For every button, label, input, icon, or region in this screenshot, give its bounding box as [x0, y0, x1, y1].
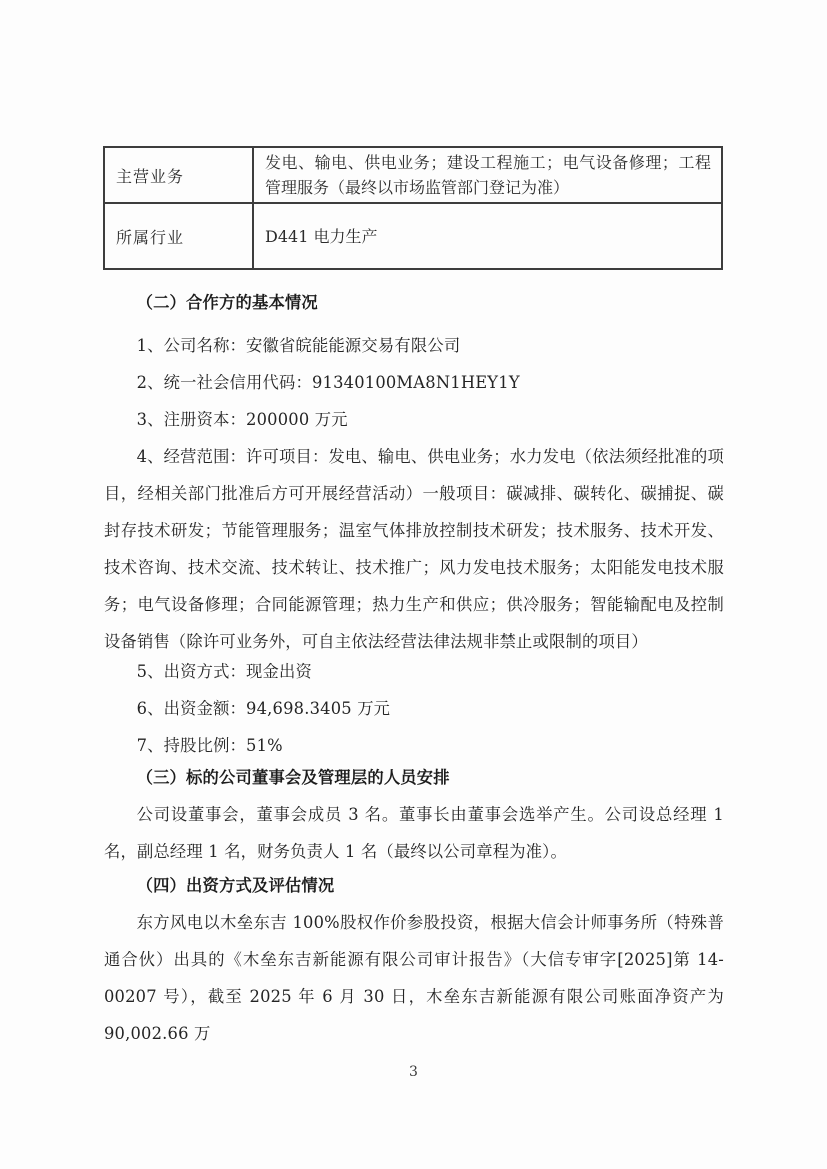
list-item-company-name: 1、公司名称：安徽省皖能能源交易有限公司 [136, 336, 461, 355]
list-item-credit-code: 2、统一社会信用代码：91340100MA8N1HEY1Y [136, 373, 520, 392]
paragraph-valuation: 东方风电以木垒东吉 100%股权作价参股投资，根据大信会计师事务所（特殊普通合伙）出具的《木垒东吉新能源有限公司审计报告》（大信专审字[2025]第 14-00207 号），截至 2025 年 6 月 30 日，木垒东吉新能源有限公司账面净资产为 90,002.66 万 [104, 913, 724, 1043]
table-value-main-business: 发电、输电、供电业务；建设工程施工；电气设备修理；工程管理服务（最终以市场监管部门登记为准） [253, 147, 722, 203]
table-label-industry: 所属行业 [104, 203, 253, 269]
paragraph-board-management: 公司设董事会，董事会成员 3 名。董事长由董事会选举产生。公司设总经理 1 名，副总经理 1 名，财务负责人 1 名（最终以公司章程为准）。 [104, 805, 724, 861]
section-heading-partner-basic-info: （二）合作方的基本情况 [136, 293, 318, 312]
company-info-table [103, 146, 723, 270]
table-label-main-business: 主营业务 [104, 147, 253, 203]
table-row [104, 203, 722, 269]
list-item-contribution-amount: 6、出资金额：94,698.3405 万元 [136, 699, 391, 718]
document-body [104, 284, 724, 1052]
list-item-contribution-method: 5、出资方式：现金出资 [136, 662, 312, 681]
table-value-industry: D441 电力生产 [253, 203, 722, 269]
section-heading-valuation: （四）出资方式及评估情况 [136, 876, 335, 895]
list-item-registered-capital: 3、注册资本：200000 万元 [136, 410, 348, 429]
page-number: 3 [409, 1064, 418, 1080]
list-item-business-scope: 4、经营范围：许可项目：发电、输电、供电业务；水力发电（依法须经批准的项目，经相关部门批准后方可开展经营活动）一般项目：碳减排、碳转化、碳捕捉、碳封存技术研发；节能管理服务；温室气体排放控制技术研发；技术服务、技术开发、技术咨询、技术交流、技术转让、技术推广；风力发电技术服务；太阳能发电技术服务；电气设备修理；合同能源管理；热力生产和供应；供冷服务；智能输配电及控制设备销售（除许可业务外，可自主依法经营法律法规非禁止或限制的项目） [104, 447, 725, 651]
list-item-shareholding-ratio: 7、持股比例：51% [136, 736, 283, 755]
section-heading-board-management: （三）标的公司董事会及管理层的人员安排 [136, 768, 450, 787]
table-row [104, 147, 722, 203]
